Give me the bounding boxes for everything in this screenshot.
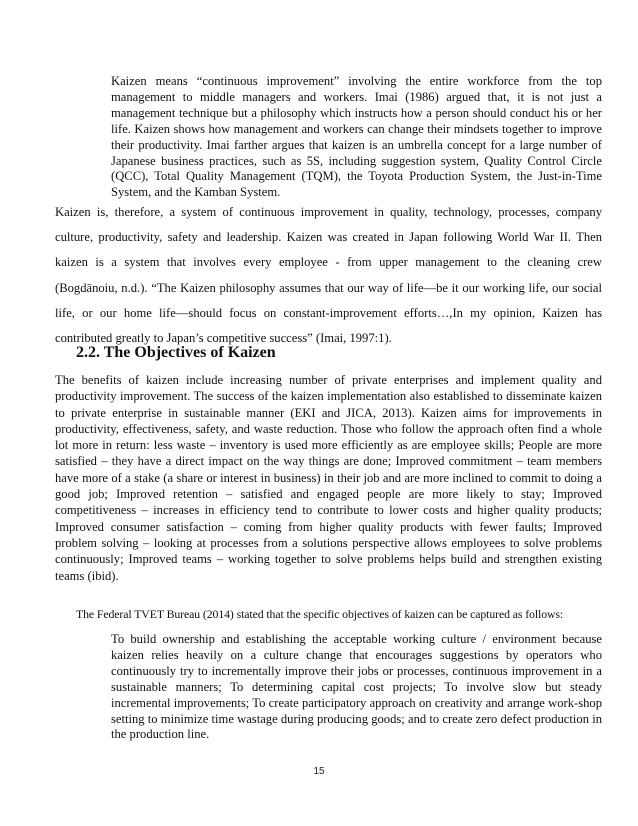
section-heading: 2.2. The Objectives of Kaizen — [76, 344, 276, 361]
block-quote-kaizen-objectives: To build ownership and establishing the acceptable working culture / environment because kaizen relies heavily on a culture change that encourages suggestions by operators who continuously try to incrementally improve their jobs or processes, continuous improvement in a sustainable manners; To determining capital cost projects; To involve slow but steady incremental improvements; To create participatory approach on creativity and arrange work-shop setting to minimize time wastage during producing goods; and to create zero defect production in the production line. — [111, 632, 602, 742]
paragraph-kaizen-system: Kaizen is, therefore, a system of continuous improvement in quality, technology, processes, company culture, productivity, safety and leadership. Kaizen was created in Japan following World War II. Then kaizen is a system that involves every employee - from upper management to the cleaning crew (Bogdānoiu, n.d.). “The Kaizen philosophy assumes that our way of life—be it our working life, our social life, or our home life—should focus on constant-improvement efforts…,In my opinion, Kaizen has contributed greatly to Japan’s competitive success” (Imai, 1997:1). — [55, 205, 602, 346]
page-number: 15 — [313, 766, 325, 777]
paragraph-kaizen-benefits: The benefits of kaizen include increasing number of private enterprises and implement quality and productivity improvement. The success of the kaizen implementation also established to disseminate kaizen to private enterprise in sustainable manner (EKI and JICA, 2013). Kaizen aims for improvements in productivity, effectiveness, safety, and waste reduction. Those who follow the approach often find a whole lot more in return: less waste – inventory is used more efficiently as are employee skills; People are more satisfied – they have a direct impact on the way things are done; Improved commitment – team members have more of a stake (a share or interest in business) in their job and are more inclined to commit to doing a good job; Improved retention – satisfied and engaged people are more likely to stay; Improved competitiveness – increases in efficiency tend to contribute to lower costs and higher quality products; Improved consumer satisfaction – coming from higher quality products with fewer faults; Improved problem solving – looking at processes from a solutions perspective allows employees to solve problems continuously; Improved teams – working together to solve problems helps build and strengthen existing teams (ibid). — [55, 373, 602, 583]
block-quote-kaizen-definition: Kaizen means “continuous improvement” involving the entire workforce from the top management to middle managers and workers. Imai (1986) argued that, it is not just a management technique but a philosophy which instructs how a person should conduct his or her life. Kaizen shows how management and workers can change their mindsets together to improve their productivity. Imai farther argues that kaizen is an umbrella concept for a large number of Japanese business practices, such as 5S, including suggestion system, Quality Control Circle (QCC), Total Quality Management (TQM), the Toyota Production System, the Just-in-Time System, and the Kamban System. — [111, 74, 602, 200]
quote-introduction: The Federal TVET Bureau (2014) stated that the specific objectives of kaizen can be captured as follows: — [76, 607, 564, 621]
